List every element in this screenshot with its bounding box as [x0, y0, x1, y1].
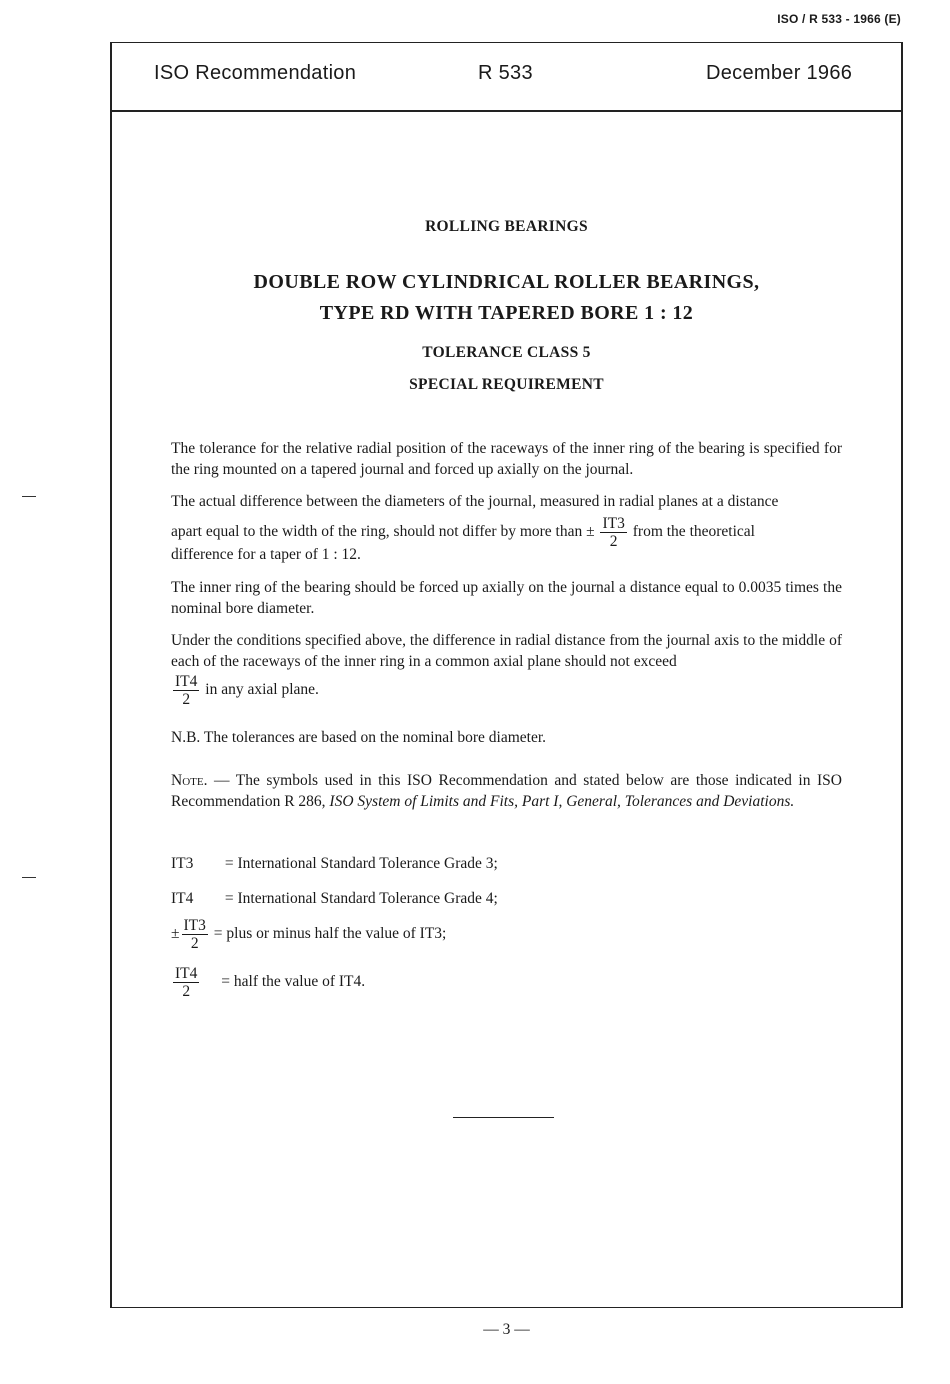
- fraction-denominator: 2: [182, 691, 191, 708]
- main-title: [110, 267, 903, 329]
- paragraph-1: The tolerance for the relative radial position of the raceways of the inner ring of the bearing is specified for the ring mounted on a tapered journal and forced up axially on the journal.: [171, 440, 842, 478]
- symbol-row: [171, 917, 446, 952]
- symbol-row: [171, 890, 498, 908]
- fraction-it3-over-2: [600, 515, 626, 550]
- fraction-it4-over-2: [173, 673, 199, 708]
- fraction-denominator: 2: [182, 983, 191, 1000]
- fraction-it4-over-2: [173, 965, 199, 1000]
- paragraph-2-text-a: apart equal to the width of the ring, should not differ by more than ±: [171, 523, 595, 541]
- header-title: ISO Recommendation: [154, 62, 357, 84]
- document-id: ISO / R 533 - 1966 (E): [777, 12, 901, 26]
- symbol-label: IT4: [171, 890, 194, 907]
- paragraph-2-line-2: [171, 515, 842, 550]
- header-date: December 1966: [706, 62, 853, 84]
- fraction-it3-over-2: [182, 917, 208, 952]
- header-rule: [112, 110, 901, 112]
- note-paragraph: [171, 770, 842, 812]
- note-reference-title: ISO System of Limits and Fits, Part I, General, Tolerances and Deviations.: [329, 793, 795, 810]
- page-number: — 3 —: [483, 1321, 530, 1338]
- paragraph-2-text-b: from the theoretical: [632, 523, 755, 541]
- tolerance-class: TOLERANCE CLASS 5: [422, 344, 591, 361]
- paragraph-4-fraction-line: [171, 673, 319, 708]
- fraction-numerator: IT4: [175, 673, 198, 690]
- category-title: ROLLING BEARINGS: [425, 218, 588, 235]
- plus-minus-sign: ±: [171, 925, 180, 943]
- symbol-definition: = plus or minus half the value of IT3;: [213, 925, 447, 943]
- paragraph-2-line-1: The actual difference between the diameters of the journal, measured in radial planes at a distance: [171, 493, 779, 510]
- special-requirement: SPECIAL REQUIREMENT: [409, 376, 604, 393]
- symbol-label: IT3: [171, 855, 194, 872]
- note-label: Note.: [171, 772, 208, 789]
- symbol-definition: = half the value of IT4.: [221, 973, 366, 991]
- header-number: R 533: [478, 62, 533, 84]
- main-title-line-2: TYPE RD WITH TAPERED BORE 1 : 12: [319, 302, 694, 324]
- nb-note: N.B. The tolerances are based on the nominal bore diameter.: [171, 729, 547, 746]
- symbol-row: [171, 855, 498, 873]
- paragraph-4-tail: in any axial plane.: [205, 681, 319, 699]
- fraction-numerator: IT3: [602, 515, 625, 532]
- paragraph-4: Under the conditions specified above, the difference in radial distance from the journal axis to the middle of each of the raceways of the inner ring in a common axial plane should not exceed: [171, 632, 842, 670]
- margin-mark: [22, 877, 36, 878]
- end-rule: [453, 1117, 554, 1118]
- fraction-numerator: IT3: [183, 917, 206, 934]
- note-text: — The symbols used in this ISO Recommendation and stated below are those indicated in ISO Recommendation R 286,: [171, 772, 842, 810]
- main-title-line-1: DOUBLE ROW CYLINDRICAL ROLLER BEARINGS,: [253, 271, 760, 293]
- paragraph-2-line-3: difference for a taper of 1 : 12.: [171, 546, 361, 563]
- paragraph-3: The inner ring of the bearing should be forced up axially on the journal a distance equal to 0.0035 times the nominal bore diameter.: [171, 579, 842, 617]
- margin-mark: [22, 496, 36, 497]
- symbol-row: [171, 965, 365, 1000]
- fraction-numerator: IT4: [175, 965, 198, 982]
- symbol-definition: = International Standard Tolerance Grade 3;: [224, 855, 498, 872]
- fraction-denominator: 2: [190, 935, 199, 952]
- symbol-definition: = International Standard Tolerance Grade 4;: [224, 890, 498, 907]
- fraction-denominator: 2: [609, 533, 618, 550]
